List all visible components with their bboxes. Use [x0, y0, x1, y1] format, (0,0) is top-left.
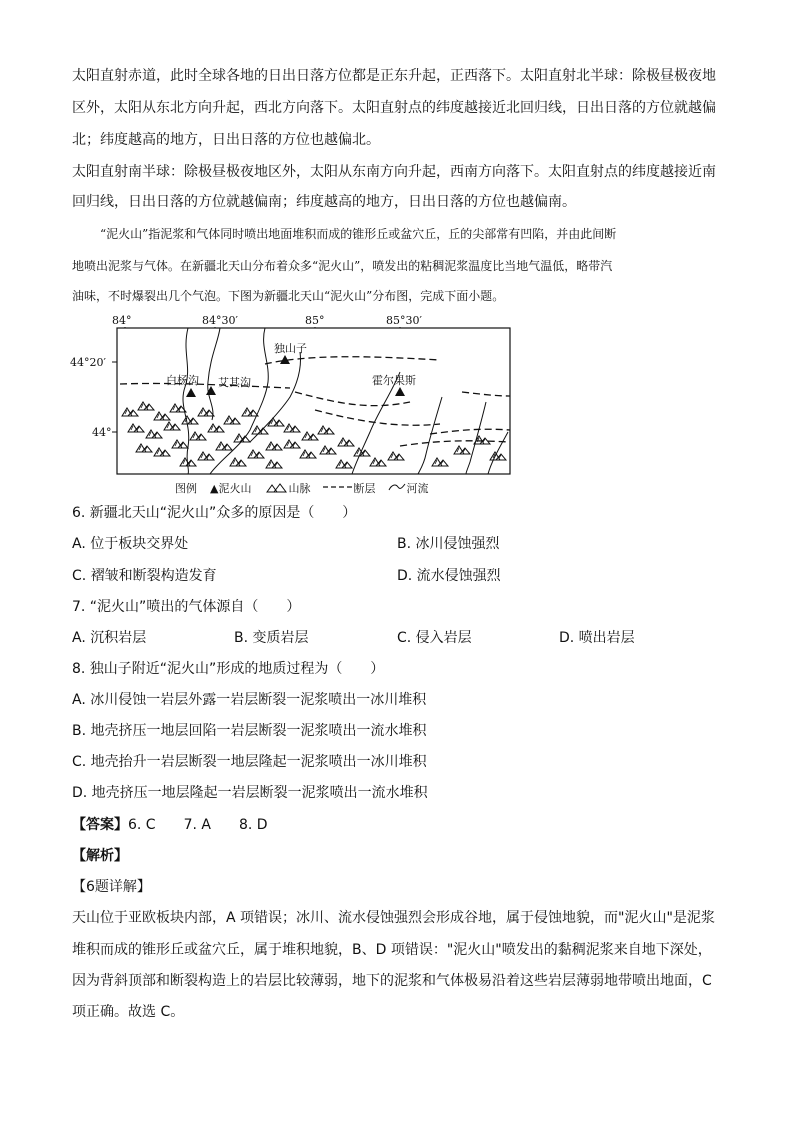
mud-volcano-map — [70, 312, 530, 502]
map-frame — [117, 328, 510, 474]
lon-label-84-30: 84°30′ — [202, 314, 238, 327]
q7-option-b[interactable]: B. 变质岩层 — [234, 630, 309, 646]
passage-line-1: “泥火山”指泥浆和气体同时喷出地面堆积而成的锥形丘或盆穴丘，丘的尖部常有凹陷，并由此间断 — [100, 227, 617, 241]
passage-line-3: 油味，不时爆裂出几个气泡。下图为新疆北天山“泥火山”分布图，完成下面小题。 — [72, 289, 505, 303]
place-huoerguosi: 霍尔果斯 — [372, 374, 416, 387]
detail-line-2: 堆积而成的锥形丘或盆穴丘，属于堆积地貌，B、D 项错误："泥火山"喷发出的黏稠泥浆来自地下深处， — [72, 942, 712, 958]
q8-option-b[interactable]: B. 地壳挤压一地层回陷一岩层断裂一泥浆喷出一流水堆积 — [72, 723, 427, 739]
q7-option-d[interactable]: D. 喷出岩层 — [559, 630, 635, 646]
detail-line-4: 项正确。故选 C。 — [72, 1004, 185, 1020]
detail-line-3: 因为背斜顶部和断裂构造上的岩层比较薄弱，地下的泥浆和气体极易沿着这些岩层薄弱地带喷出地面，C — [72, 973, 712, 989]
q6-option-d[interactable]: D. 流水侵蚀强烈 — [397, 568, 501, 584]
fault-icon — [323, 483, 353, 491]
q6-option-b[interactable]: B. 冰川侵蚀强烈 — [397, 536, 500, 552]
intro-line-3: 北；纬度越高的地方，日出日落的方位也越偏北。 — [72, 132, 380, 148]
q8-stem: 8. 独山子附近“泥火山”形成的地质过程为（ ） — [72, 661, 385, 677]
place-baiyanggou: 白杨沟 — [166, 374, 199, 387]
detail-line-1: 天山位于亚欧板块内部，A 项错误；冰川、流水侵蚀强烈会形成谷地，属于侵蚀地貌，而"泥火山"是泥浆 — [72, 910, 715, 926]
lat-label-44: 44° — [92, 426, 112, 439]
lat-label-44-20: 44°20′ — [70, 356, 106, 369]
legend-river: 河流 — [406, 482, 429, 495]
map-legend — [175, 480, 428, 496]
q7-option-a[interactable]: A. 沉积岩层 — [72, 630, 147, 646]
analysis-label: 【解析】 — [72, 848, 128, 864]
q6-option-a[interactable]: A. 位于板块交界处 — [72, 536, 189, 552]
mountain-icon — [266, 483, 288, 493]
volcano-icon: ▲ — [210, 482, 219, 495]
answer-label: 【答案】 — [72, 817, 128, 833]
passage-line-2: 地喷出泥浆与气体。在新疆北天山分布着众多“泥火山”，喷发出的粘稠泥浆温度比当地气温低，略带汽 — [72, 259, 613, 273]
legend-fault: 断层 — [353, 482, 376, 495]
intro-line-5: 回归线，日出日落的方位就越偏南；纬度越高的地方，日出日落的方位也越偏南。 — [72, 194, 576, 210]
river-icon — [388, 482, 406, 492]
lon-label-85: 85° — [305, 314, 325, 327]
intro-line-4: 太阳直射南半球：除极昼极夜地区外，太阳从东南方向升起，西南方向落下。太阳直射点的纬度越接近南 — [72, 164, 716, 180]
q6-stem: 6. 新疆北天山“泥火山”众多的原因是（ ） — [72, 505, 357, 521]
q7-stem: 7. “泥火山”喷出的气体源自（ ） — [72, 599, 301, 615]
legend-title: 图例 — [175, 482, 197, 495]
q8-option-a[interactable]: A. 冰川侵蚀一岩层外露一岩层断裂一泥浆喷出一冰川堆积 — [72, 692, 427, 708]
detail-label: 【6题详解】 — [72, 879, 151, 895]
answer-text: 6. C 7. A 8. D — [128, 817, 268, 833]
q7-option-c[interactable]: C. 侵入岩层 — [397, 630, 472, 646]
q8-option-c[interactable]: C. 地壳抬升一岩层断裂一地层隆起一泥浆喷出一冰川堆积 — [72, 754, 427, 770]
legend-volcano: 泥火山 — [218, 482, 252, 495]
place-dushanzi: 独山子 — [274, 342, 307, 355]
intro-line-1: 太阳直射赤道，此时全球各地的日出日落方位都是正东升起，正西落下。太阳直射北半球：除极昼极夜地 — [72, 68, 716, 84]
intro-line-2: 区外，太阳从东北方向升起，西北方向落下。太阳直射点的纬度越接近北回归线，日出日落的方位就越偏 — [72, 100, 716, 116]
q8-option-d[interactable]: D. 地壳挤压一地层隆起一岩层断裂一泥浆喷出一流水堆积 — [72, 785, 428, 801]
lon-label-84: 84° — [112, 314, 132, 327]
legend-mountain: 山脉 — [288, 482, 311, 495]
lon-label-85-30: 85°30′ — [386, 314, 422, 327]
q6-option-c[interactable]: C. 褶皱和断裂构造发育 — [72, 568, 217, 584]
place-aiqigou: 艾其沟 — [218, 376, 251, 389]
answer-row — [72, 815, 268, 835]
